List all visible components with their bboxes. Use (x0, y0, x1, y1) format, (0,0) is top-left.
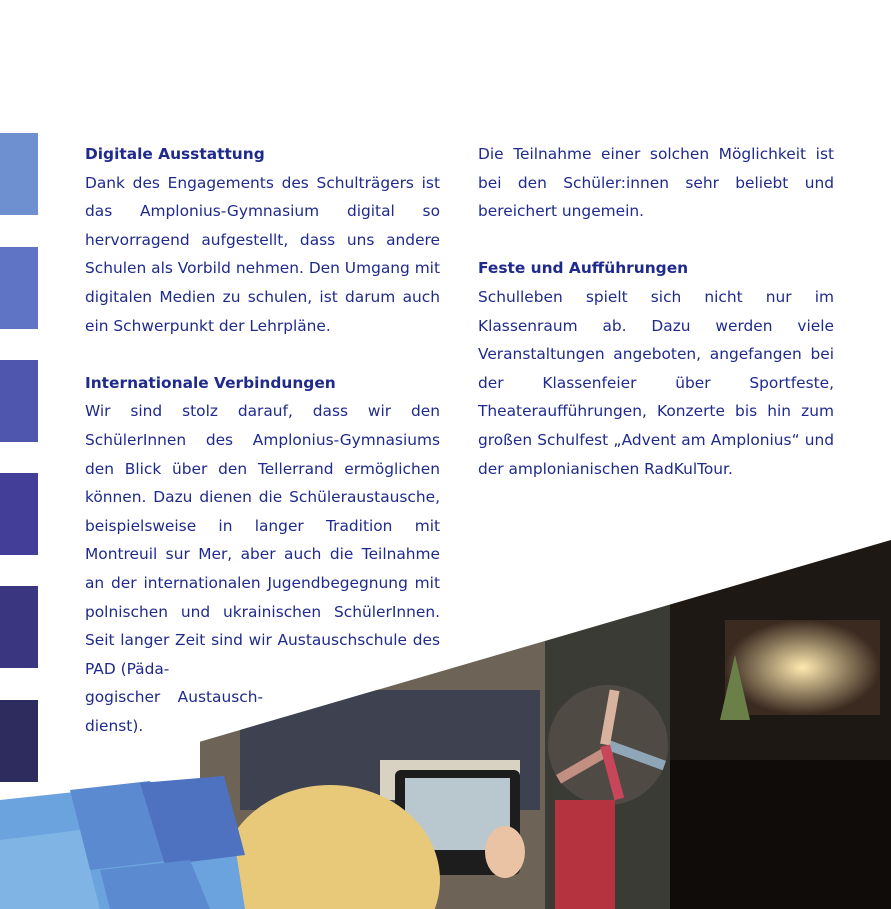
text-internationale-verbindungen: Wir sind stolz darauf, dass wir den SchülerInnen des Amplonius-Gymnasiums den Blick über den Tellerrand ermöglichen können. Dazu dienen die Schüleraustausche, beispielsweise in langer Tradition mit Montreuil sur Mer, aber auch die Teilnahme an der internationalen Jugendbegegnung mit polnischen und ukrainischen SchülerInnen. Seit langer Zeit sind wir Austauschschule des PAD (Päda- (85, 402, 440, 678)
text-internationale-line3: dienst). (85, 716, 144, 735)
text-digitale-ausstattung: Dank des Engagements des Schulträgers ist das Amplonius-Gymnasium digital so hervorragend aufgestellt, dass uns andere Schulen als Vorbild nehmen. Den Umgang mit digitalen Medien zu schulen, ist darum auch ein Schwerpunkt der Lehrpläne. (85, 173, 440, 335)
heading-internationale-verbindungen: Internationale Verbindungen (85, 373, 336, 392)
text-feste-auffuehrungen: Schulleben spielt sich nicht nur im Klassenraum ab. Dazu werden viele Veranstaltungen angeboten, angefangen bei der Klassenfeier über Sportfeste, Theateraufführungen, Konzerte bis hin zum großen Schulfest „Advent am Amplonius“ und der amplonianischen RadKulTour. (478, 287, 834, 478)
text-teilnahme: Die Teilnahme einer solchen Möglichkeit ist bei den Schüler:innen sehr beliebt und bereichert ungemein. (478, 145, 834, 221)
heading-digitale-ausstattung: Digitale Ausstattung (85, 145, 265, 163)
heading-feste-auffuehrungen: Feste und Aufführungen (478, 259, 689, 278)
text-internationale-line2: gogischer Austausch- (85, 688, 263, 707)
